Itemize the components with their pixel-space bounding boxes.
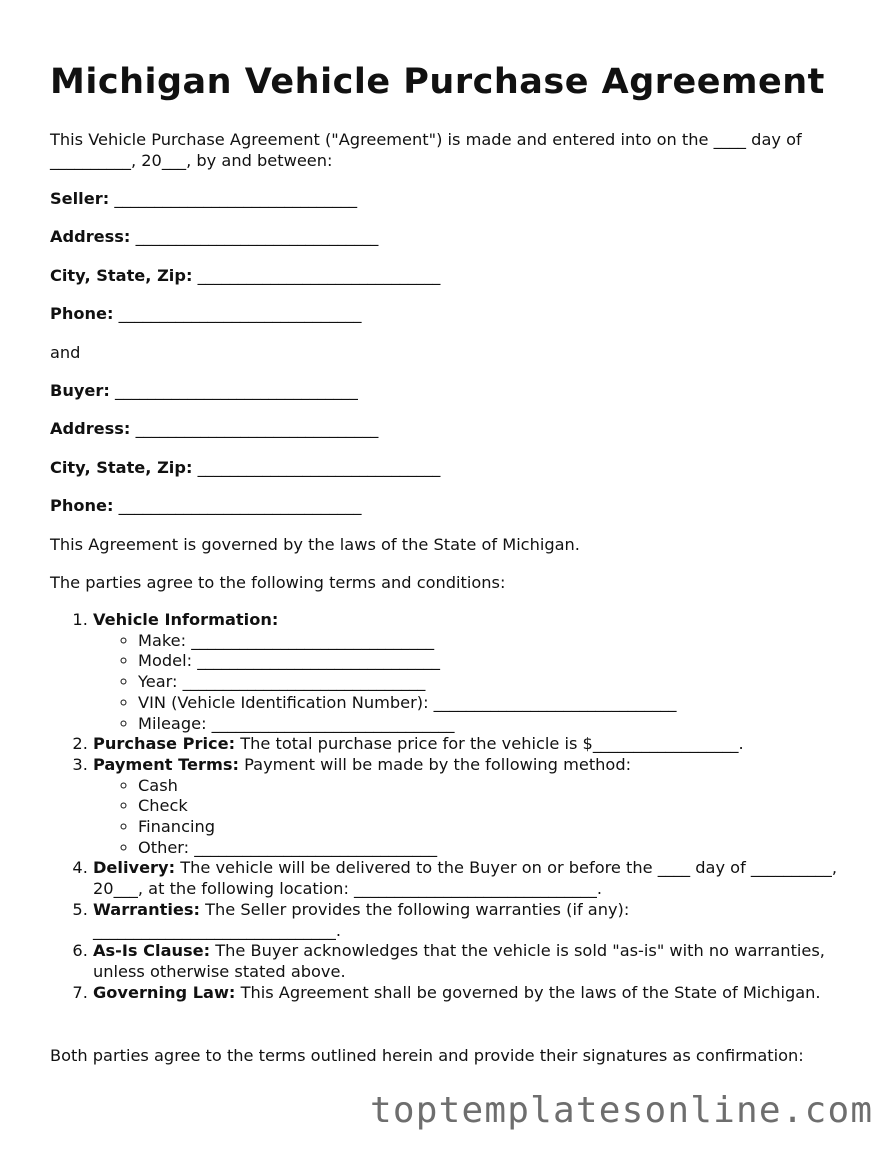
intro-paragraph: This Vehicle Purchase Agreement ("Agreement") is made and entered into on the ____ day of __________, 20___, by and between:: [50, 130, 802, 170]
seller-phone-line: [50, 303, 361, 324]
seller-address-line: [50, 226, 378, 247]
term-vehicle-label: Vehicle Information:: [93, 610, 279, 629]
seller-name-line: [50, 188, 357, 209]
term-payment-text: Payment will be made by the following method:: [238, 754, 632, 774]
seller-city-blank: ______________________________: [192, 266, 441, 285]
vehicle-make-item: ◦ Make: ______________________________: [138, 631, 853, 652]
seller-city-label: City, State, Zip:: [50, 266, 193, 285]
buyer-phone-line: [50, 495, 361, 516]
buyer-address-blank: ______________________________: [130, 419, 379, 438]
buyer-name-line: [50, 380, 358, 401]
term-warranties-text: The Seller provides the following warranties (if any): ______________________________.: [93, 899, 630, 940]
term-purchase-price: [93, 734, 853, 755]
term-delivery-label: Delivery:: [93, 858, 176, 878]
buyer-city-line: [50, 457, 440, 478]
payment-check-item: ◦ Check: [138, 796, 853, 817]
and-text: and: [50, 343, 81, 362]
term-payment-label: Payment Terms:: [93, 754, 239, 774]
document-title: Michigan Vehicle Purchase Agreement: [50, 62, 825, 102]
payment-method-list: [93, 776, 853, 859]
closing-paragraph: Both parties agree to the terms outlined herein and provide their signatures as confirmation:: [50, 1046, 804, 1065]
payment-financing-item: ◦ Financing: [138, 817, 853, 838]
term-governing-law: [93, 983, 853, 1004]
seller-city-line: [50, 265, 440, 286]
term-delivery-text: The vehicle will be delivered to the Buyer on or before the ____ day of __________, 20___, at the following location: ______________________________.: [93, 858, 838, 899]
buyer-phone-blank: ______________________________: [113, 496, 362, 515]
term-payment-terms: [93, 755, 853, 859]
seller-address-blank: ______________________________: [130, 227, 379, 246]
term-warranties: [93, 900, 853, 941]
payment-other-item: ◦ Other: ______________________________: [138, 838, 853, 859]
buyer-city-label: City, State, Zip:: [50, 458, 193, 477]
seller-label: Seller:: [50, 189, 110, 208]
buyer-label: Buyer:: [50, 381, 110, 400]
term-price-text: The total purchase price for the vehicle is $__________________.: [235, 734, 744, 754]
vehicle-year-item: ◦ Year: ______________________________: [138, 672, 853, 693]
seller-address-label: Address:: [50, 227, 131, 246]
vehicle-vin-item: ◦ VIN (Vehicle Identification Number): ______________________________: [138, 693, 853, 714]
buyer-name-blank: ______________________________: [109, 381, 358, 400]
vehicle-model-item: ◦ Model: ______________________________: [138, 651, 853, 672]
buyer-address-label: Address:: [50, 419, 131, 438]
term-price-label: Purchase Price:: [93, 734, 236, 754]
seller-name-blank: ______________________________: [109, 189, 358, 208]
term-law-text: This Agreement shall be governed by the laws of the State of Michigan.: [235, 982, 821, 1002]
vehicle-mileage-item: ◦ Mileage: ______________________________: [138, 714, 853, 735]
watermark-text: toptemplatesonline.com: [370, 1090, 874, 1131]
term-law-label: Governing Law:: [93, 982, 236, 1002]
term-asis-label: As-Is Clause:: [93, 941, 211, 961]
parties-agree-text: The parties agree to the following terms and conditions:: [50, 573, 506, 592]
buyer-address-line: [50, 418, 378, 439]
term-as-is-clause: [93, 941, 853, 982]
seller-phone-blank: ______________________________: [113, 304, 362, 323]
term-asis-text: The Buyer acknowledges that the vehicle is sold "as-is" with no warranties, unless otherwise stated above.: [93, 941, 825, 981]
governed-text: This Agreement is governed by the laws of the State of Michigan.: [50, 535, 580, 554]
term-vehicle-information: [93, 610, 853, 734]
buyer-city-blank: ______________________________: [192, 458, 441, 477]
vehicle-info-list: [93, 631, 853, 735]
terms-list: [50, 610, 853, 1003]
seller-phone-label: Phone:: [50, 304, 114, 323]
term-delivery: [93, 858, 853, 899]
term-warranties-label: Warranties:: [93, 899, 200, 919]
payment-cash-item: ◦ Cash: [138, 776, 853, 797]
buyer-phone-label: Phone:: [50, 496, 114, 515]
